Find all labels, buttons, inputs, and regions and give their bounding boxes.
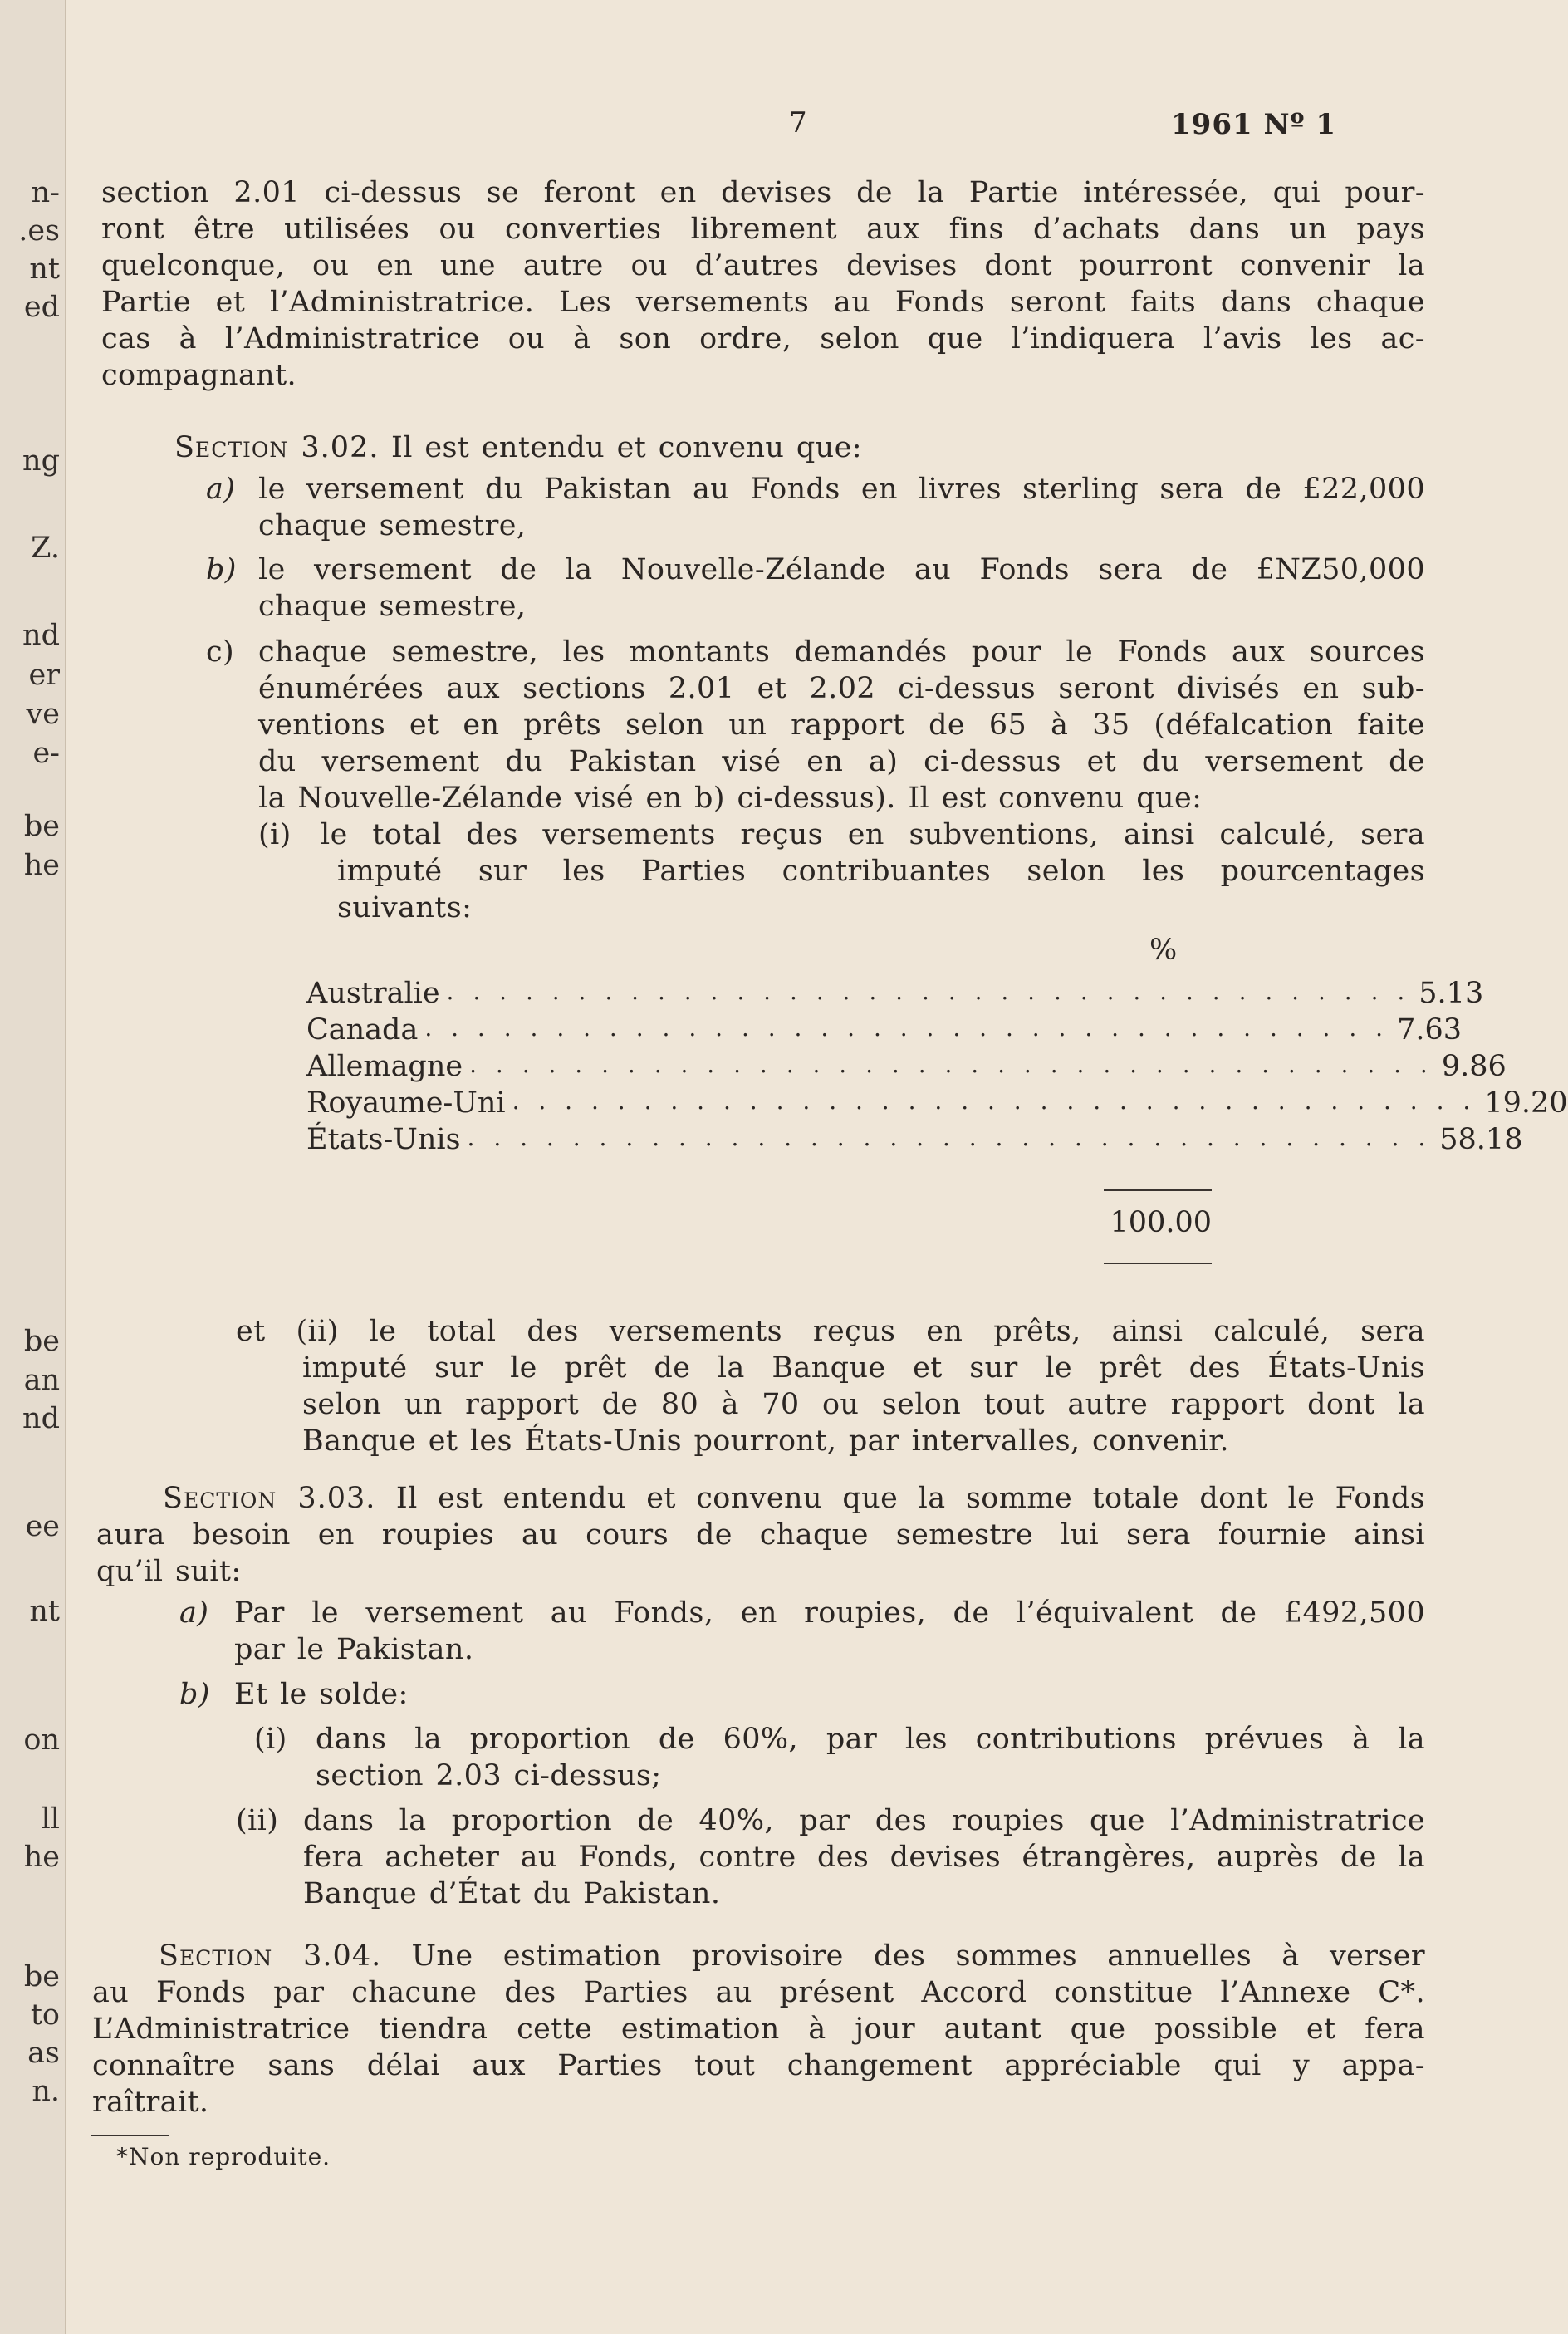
s303-b-i-marker bbox=[254, 1721, 287, 1758]
country-name: Royaume-Uni bbox=[306, 1086, 506, 1120]
margin-fragment: nd bbox=[22, 1402, 60, 1435]
margin-fragment: nt bbox=[29, 1595, 60, 1628]
text-line: et (ii) le total des versements reçus en prêts, ainsi calculé, sera bbox=[236, 1315, 1425, 1348]
item-b-marker bbox=[206, 552, 237, 588]
section-text: Une estimation provisoire des sommes annuelles à verser bbox=[381, 1939, 1425, 1973]
text-line: au Fonds par chacune des Parties au présent Accord constitue l’Annexe C*. bbox=[92, 1976, 1425, 2009]
text-line: le versement de la Nouvelle-Zélande au Fonds sera de £NZ50,000 bbox=[258, 553, 1425, 586]
section-label: Section 3.04. bbox=[159, 1939, 382, 1973]
percent-value: 19.20 bbox=[1484, 1086, 1568, 1120]
margin-fragment: on bbox=[23, 1724, 60, 1757]
item-b-text bbox=[258, 552, 1425, 625]
text-line: Par le versement au Fonds, en roupies, de l’équivalent de £492,500 bbox=[234, 1596, 1425, 1630]
margin-fragment: ll bbox=[41, 1802, 60, 1836]
item-i-marker bbox=[258, 816, 292, 853]
text-line bbox=[92, 1938, 1425, 1974]
margin-fragment: .es bbox=[18, 214, 60, 248]
margin-fragment: he bbox=[23, 1841, 60, 1874]
table-row bbox=[306, 1120, 1523, 1156]
dot-leader: . . . . . . . . . . . . . . . . . . . . . . . . . . . . . . . . . . . . . bbox=[424, 1014, 1389, 1042]
footnote: *Non reproduite. bbox=[116, 2143, 331, 2170]
text-line: suivants: bbox=[337, 891, 473, 924]
item-a-marker bbox=[206, 471, 235, 507]
text-line: chaque semestre, bbox=[258, 590, 527, 623]
text-line: Partie et l’Administratrice. Les versements au Fonds seront faits dans chaque bbox=[101, 286, 1425, 319]
margin-fragment: ed bbox=[23, 291, 60, 324]
marker: (ii) bbox=[236, 1804, 279, 1837]
text-line bbox=[96, 1480, 1425, 1517]
total-rule-top bbox=[1104, 1189, 1212, 1191]
s303-b-marker bbox=[179, 1676, 210, 1713]
text-line: fera acheter au Fonds, contre des devises étrangères, auprès de la bbox=[303, 1841, 1425, 1874]
text-line: par le Pakistan. bbox=[234, 1633, 474, 1666]
dot-leader: . . . . . . . . . . . . . . . . . . . . . . . . . . . . . . . . . . . . . bbox=[469, 1051, 1433, 1078]
s303-b-ii-marker bbox=[236, 1802, 278, 1839]
percent-value: 7.63 bbox=[1397, 1013, 1462, 1047]
item-i-text bbox=[321, 816, 1425, 926]
total-value: 100.00 bbox=[1110, 1206, 1212, 1239]
dot-leader: . . . . . . . . . . . . . . . . . . . . . . . . . . . . . . . . . . . . . bbox=[446, 978, 1411, 1005]
section-3-03 bbox=[96, 1480, 1425, 1590]
text-line: la Nouvelle-Zélande visé en b) ci-dessus). Il est convenu que: bbox=[258, 782, 1203, 815]
margin-fragment: he bbox=[23, 849, 60, 882]
item-a-text bbox=[258, 471, 1425, 544]
s303-b-ii-text bbox=[303, 1802, 1425, 1912]
margin-fragment: to bbox=[30, 1998, 60, 2032]
margin-fragment: be bbox=[23, 810, 60, 843]
country-name: États-Unis bbox=[306, 1123, 461, 1156]
text-line: dans la proportion de 40%, par des roupies que l’Administratrice bbox=[303, 1804, 1425, 1837]
text-line: Banque d’État du Pakistan. bbox=[303, 1877, 721, 1910]
percent-value: 9.86 bbox=[1441, 1050, 1507, 1083]
margin-fragment: be bbox=[23, 1325, 60, 1358]
percent-value: 5.13 bbox=[1419, 977, 1484, 1010]
item-c-marker bbox=[206, 634, 234, 670]
text-line: ventions et en prêts selon un rapport de 65 à 35 (défalcation faite bbox=[258, 709, 1425, 742]
table-row bbox=[306, 1083, 1568, 1120]
margin-fragment: as bbox=[27, 2037, 60, 2070]
margin-fragment: ee bbox=[25, 1510, 60, 1543]
margin-fragment: er bbox=[28, 659, 60, 692]
text-line: connaître sans délai aux Parties tout changement appréciable qui y appa- bbox=[92, 2049, 1425, 2082]
dot-leader: . . . . . . . . . . . . . . . . . . . . . . . . . . . . . . . . . . . . . bbox=[467, 1124, 1432, 1151]
section-label: Section 3.03. bbox=[163, 1482, 376, 1515]
total-rule-bottom bbox=[1104, 1263, 1212, 1264]
text-line: cas à l’Administratrice ou à son ordre, selon que l’indiquera l’avis les ac- bbox=[101, 322, 1425, 355]
s303-a-text bbox=[234, 1595, 1425, 1668]
text-line: L’Administratrice tiendra cette estimation à jour autant que possible et fera bbox=[92, 2013, 1425, 2046]
section-label: Section 3.02. bbox=[174, 431, 380, 464]
text-line: raîtrait. bbox=[92, 2086, 209, 2119]
table-row bbox=[306, 1047, 1507, 1083]
item-ii-text bbox=[236, 1313, 1425, 1459]
text-line: le versement du Pakistan au Fonds en livres sterling sera de £22,000 bbox=[258, 473, 1425, 506]
margin-fragment: be bbox=[23, 1960, 60, 1993]
marker: a) bbox=[179, 1596, 209, 1630]
document-reference: 1961 Nº 1 bbox=[1171, 108, 1337, 141]
adjacent-page-margin bbox=[0, 0, 66, 2334]
margin-fragment: ve bbox=[26, 698, 60, 731]
margin-fragment: ng bbox=[22, 444, 60, 478]
margin-fragment: Z. bbox=[31, 532, 60, 565]
text-line: section 2.01 ci-dessus se feront en devises de la Partie intéressée, qui pour- bbox=[101, 176, 1425, 209]
text-line: Banque et les États-Unis pourront, par intervalles, convenir. bbox=[302, 1424, 1230, 1458]
section-3-02-heading bbox=[174, 429, 862, 466]
text-line: le total des versements reçus en subventions, ainsi calculé, sera bbox=[321, 818, 1425, 851]
text-line: aura besoin en roupies au cours de chaque semestre lui sera fournie ainsi bbox=[96, 1518, 1425, 1552]
footnote-rule bbox=[91, 2135, 169, 2136]
item-c-text bbox=[258, 634, 1425, 816]
text-line: quelconque, ou en une autre ou d’autres devises dont pourront convenir la bbox=[101, 249, 1425, 282]
document-page bbox=[66, 0, 1568, 2334]
s303-b-i-text bbox=[316, 1721, 1425, 1794]
text-line: selon un rapport de 80 à 70 ou selon tout autre rapport dont la bbox=[302, 1388, 1425, 1421]
table-row bbox=[306, 1010, 1462, 1047]
marker: a) bbox=[206, 473, 236, 506]
text-line: chaque semestre, bbox=[258, 509, 527, 542]
section-text: Il est entendu et convenu que: bbox=[379, 431, 862, 464]
dot-leader: . . . . . . . . . . . . . . . . . . . . . . . . . . . . . . . . . . . . . bbox=[512, 1087, 1477, 1115]
text-line: section 2.03 ci-dessus; bbox=[316, 1759, 662, 1792]
margin-fragment: n- bbox=[31, 176, 60, 209]
margin-fragment: an bbox=[23, 1364, 60, 1397]
text-line: du versement du Pakistan visé en a) ci-dessus et du versement de bbox=[258, 745, 1425, 778]
margin-fragment: nt bbox=[29, 253, 60, 286]
marker: b) bbox=[206, 553, 237, 586]
percent-value: 58.18 bbox=[1439, 1123, 1523, 1156]
section-text: Il est entendu et convenu que la somme totale dont le Fonds bbox=[375, 1482, 1425, 1515]
paragraph-intro bbox=[101, 174, 1425, 394]
text-line: imputé sur le prêt de la Banque et sur le prêt des États-Unis bbox=[302, 1351, 1425, 1385]
percent-column-header: % bbox=[1149, 934, 1178, 967]
text-line: qu’il suit: bbox=[96, 1555, 242, 1588]
s303-b-text: Et le solde: bbox=[234, 1678, 409, 1711]
margin-fragment: n. bbox=[32, 2075, 60, 2108]
table-row bbox=[306, 973, 1484, 1010]
marker: (i) bbox=[254, 1723, 287, 1756]
country-name: Australie bbox=[306, 977, 440, 1010]
text-line: chaque semestre, les montants demandés pour le Fonds aux sources bbox=[258, 635, 1425, 669]
marker: b) bbox=[179, 1678, 210, 1711]
text-line: compagnant. bbox=[101, 359, 297, 392]
margin-fragment: nd bbox=[22, 619, 60, 652]
s303-a-marker bbox=[179, 1595, 208, 1631]
page-number: 7 bbox=[789, 106, 807, 140]
text-line: ront être utilisées ou converties librement aux fins d’achats dans un pays bbox=[101, 213, 1425, 246]
margin-fragment: e- bbox=[32, 737, 60, 770]
marker: (i) bbox=[258, 818, 292, 851]
text-line: dans la proportion de 60%, par les contributions prévues à la bbox=[316, 1723, 1425, 1756]
text-line: énumérées aux sections 2.01 et 2.02 ci-dessus seront divisés en sub- bbox=[258, 672, 1425, 705]
marker: c) bbox=[206, 635, 235, 669]
country-name: Allemagne bbox=[306, 1050, 463, 1083]
country-name: Canada bbox=[306, 1013, 419, 1047]
section-3-04 bbox=[92, 1938, 1425, 2121]
text-line: imputé sur les Parties contribuantes selon les pourcentages bbox=[337, 855, 1425, 888]
